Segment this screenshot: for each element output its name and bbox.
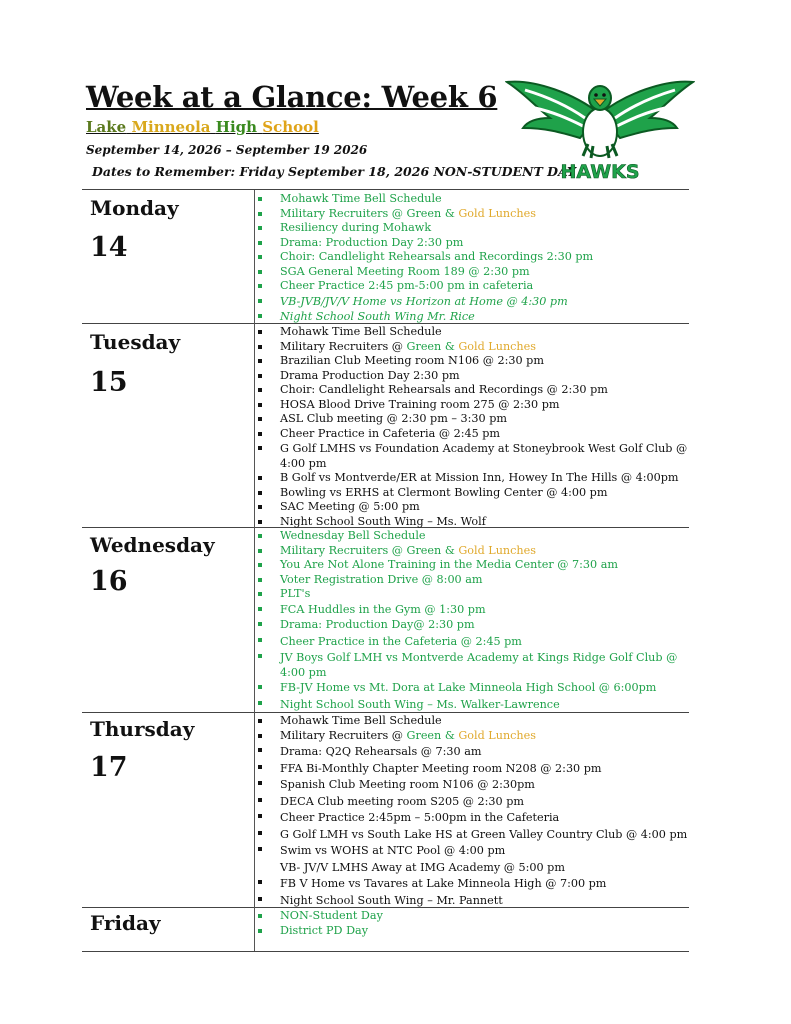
school-word-minneola: Minneola — [131, 118, 211, 136]
wednesday-events — [258, 529, 690, 712]
tuesday-events — [258, 325, 690, 529]
list-item: Bowling vs ERHS at Clermont Bowling Center @ 4:00 pm — [258, 486, 690, 501]
day-number-wednesday: 16 — [90, 566, 128, 597]
list-item: Choir: Candlelight Rehearsals and Recordings @ 2:30 pm — [258, 383, 690, 398]
divider — [82, 189, 689, 190]
list-item: VB- JV/V LMHS Away at IMG Academy @ 5:00 pm — [280, 860, 565, 874]
school-name — [86, 118, 319, 136]
list-item: Military Recruiters @ Green & Gold Lunches — [258, 729, 690, 744]
school-word-high: High — [215, 118, 258, 136]
hawk-logo-icon — [505, 74, 695, 186]
list-item: SAC Meeting @ 5:00 pm — [258, 500, 690, 515]
list-item: Military Recruiters @ Green & Gold Lunches — [258, 207, 690, 222]
day-name-friday: Friday — [90, 911, 161, 935]
day-number-thursday: 17 — [90, 752, 128, 783]
date-range: September 14, 2026 – September 19 2026 — [86, 143, 368, 157]
list-item: Voter Registration Drive @ 8:00 am — [258, 573, 690, 588]
day-name-tuesday: Tuesday — [90, 330, 181, 354]
list-item: PLT's — [258, 587, 690, 602]
list-item: Night School South Wing – Ms. Walker-Lawrence — [258, 696, 690, 713]
list-item: Cheer Practice in the Cafeteria @ 2:45 pm — [258, 633, 690, 650]
list-item: Military Recruiters @ Green & Gold Lunches — [258, 544, 690, 559]
list-item: Choir: Candlelight Rehearsals and Recordings 2:30 pm — [258, 250, 690, 265]
list-item: Spanish Club Meeting room N106 @ 2:30pm — [258, 776, 690, 793]
list-item: Brazilian Club Meeting room N106 @ 2:30 pm — [258, 354, 690, 369]
divider — [82, 951, 689, 952]
list-item: Resiliency during Mohawk — [258, 221, 690, 236]
column-divider — [254, 190, 255, 951]
thursday-events — [258, 714, 690, 908]
list-item: Drama: Production Day@ 2:30 pm — [258, 617, 690, 633]
list-item: FB V Home vs Tavares at Lake Minneola High @ 7:00 pm — [258, 875, 690, 892]
day-number-tuesday: 15 — [90, 367, 128, 398]
day-name-monday: Monday — [90, 196, 179, 220]
list-item: Cheer Practice in Cafeteria @ 2:45 pm — [258, 427, 690, 442]
list-item: ASL Club meeting @ 2:30 pm – 3:30 pm — [258, 412, 690, 427]
list-item: G Golf LMH vs South Lake HS at Green Valley Country Club @ 4:00 pm — [258, 826, 690, 843]
list-item: Drama: Q2Q Rehearsals @ 7:30 am — [258, 743, 690, 760]
logo-text: HAWKS — [560, 161, 640, 183]
list-item: Cheer Practice 2:45pm – 5:00pm in the Cafeteria — [258, 809, 690, 826]
list-item: SGA General Meeting Room 189 @ 2:30 pm — [258, 265, 690, 280]
list-item: District PD Day — [258, 924, 690, 939]
list-item: Drama Production Day 2:30 pm — [258, 369, 690, 384]
list-item: FFA Bi-Monthly Chapter Meeting room N208 @ 2:30 pm — [258, 760, 690, 777]
day-name-wednesday: Wednesday — [90, 533, 215, 557]
list-item: Night School South Wing Mr. Rice — [258, 309, 690, 325]
list-item: Military Recruiters @ Green & Gold Lunches — [258, 340, 690, 355]
list-item: Swim vs WOHS at NTC Pool @ 4:00 pm — [258, 842, 690, 859]
friday-events — [258, 909, 690, 938]
list-item: Night School South Wing – Ms. Wolf — [258, 515, 690, 530]
list-item: FB-JV Home vs Mt. Dora at Lake Minneola High School @ 6:00pm — [258, 680, 690, 696]
list-item: DECA Club meeting room S205 @ 2:30 pm — [258, 793, 690, 810]
day-number-monday: 14 — [90, 232, 128, 263]
monday-events — [258, 192, 690, 325]
school-word-school: School — [262, 118, 319, 136]
list-item: G Golf LMHS vs Foundation Academy at Stoneybrook West Golf Club @ 4:00 pm — [258, 441, 690, 471]
list-item: Mohawk Time Bell Schedule — [258, 325, 690, 340]
list-item: Night School South Wing – Mr. Pannett — [258, 892, 690, 909]
list-item: B Golf vs Montverde/ER at Mission Inn, Howey In The Hills @ 4:00pm — [258, 471, 690, 486]
list-item: Cheer Practice 2:45 pm-5:00 pm in cafeteria — [258, 279, 690, 294]
list-item: Mohawk Time Bell Schedule — [258, 714, 690, 729]
list-item: NON-Student Day — [258, 909, 690, 924]
list-item: VB-JVB/JV/V Home vs Horizon at Home @ 4:30 pm — [258, 294, 690, 310]
list-item: HOSA Blood Drive Training room 275 @ 2:30 pm — [258, 398, 690, 413]
list-item: FCA Huddles in the Gym @ 1:30 pm — [258, 602, 690, 618]
dates-to-remember: Dates to Remember: Friday September 18, 2026 NON-STUDENT DAY — [92, 164, 576, 179]
school-word-lake: Lake — [86, 118, 127, 136]
list-item: JV Boys Golf LMH vs Montverde Academy at Kings Ridge Golf Club @ 4:00 pm — [258, 649, 690, 680]
list-item: Mohawk Time Bell Schedule — [258, 192, 690, 207]
page-title: Week at a Glance: Week 6 — [86, 80, 498, 114]
list-item: You Are Not Alone Training in the Media Center @ 7:30 am — [258, 558, 690, 573]
divider — [82, 712, 689, 713]
day-name-thursday: Thursday — [90, 717, 195, 741]
list-item: Wednesday Bell Schedule — [258, 529, 690, 544]
list-item: Drama: Production Day 2:30 pm — [258, 236, 690, 251]
